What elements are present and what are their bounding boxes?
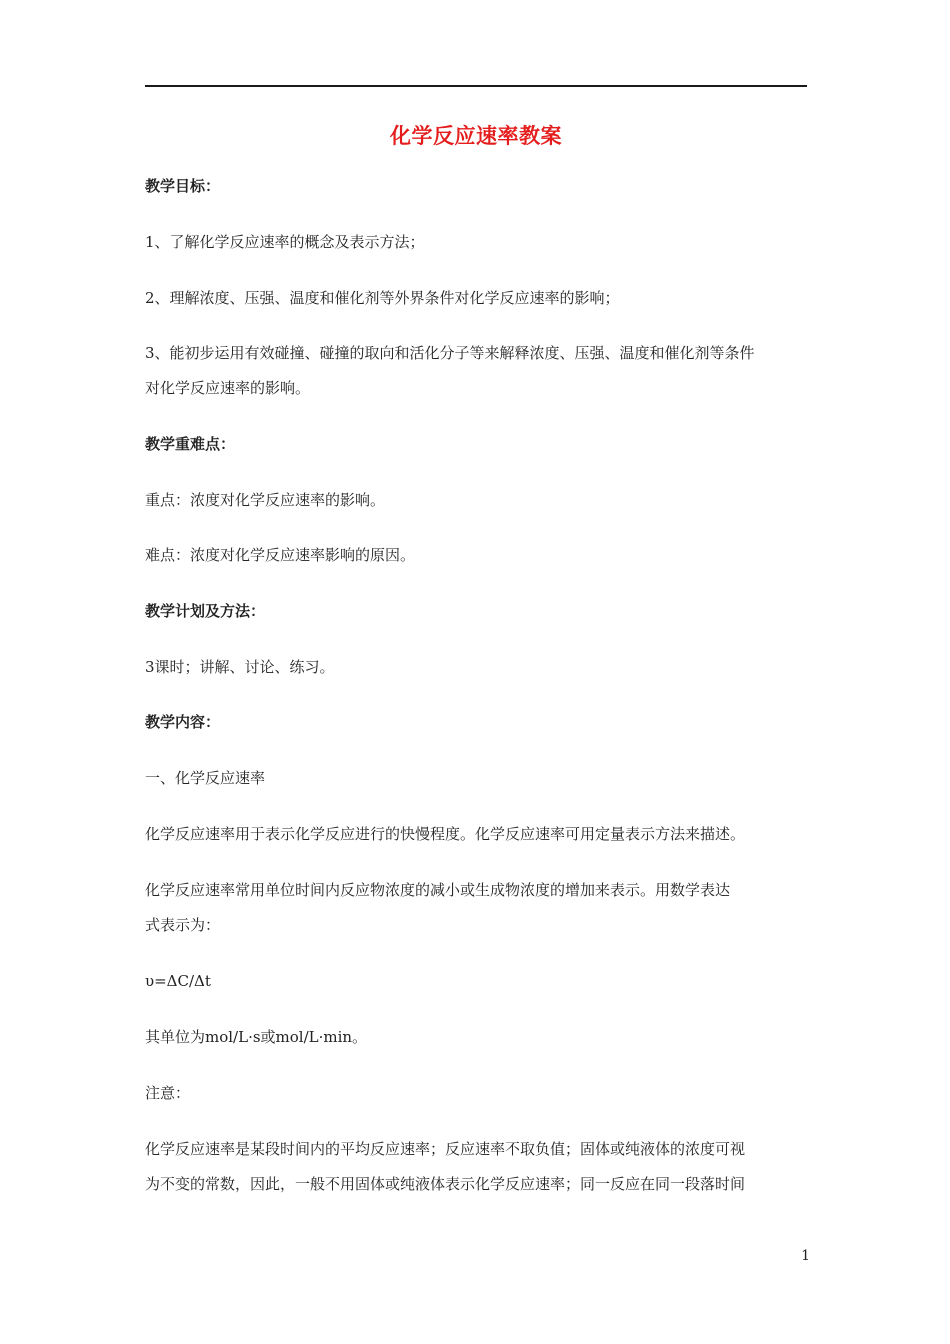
page-number: 1 — [801, 1248, 810, 1264]
note-line2: 为不变的常数，因此，一般不用固体或纯液体表示化学反应速率；同一反应在同一段落时间 — [145, 1175, 746, 1193]
plan-heading: 教学计划及方法： — [145, 602, 266, 620]
objective-3-line1: 3、能初步运用有效碰撞、碰撞的取向和活化分子等来解释浓度、压强、温度和催化剂等条件 — [145, 344, 755, 362]
rate-formula: υ=ΔC/Δt — [145, 972, 211, 990]
keypoints-heading: 教学重难点： — [145, 435, 236, 453]
unit-text: 其单位为mol/L·s或mol/L·min。 — [145, 1028, 368, 1046]
keypoint-text: 重点：浓度对化学反应速率的影响。 — [145, 491, 386, 509]
objectives-heading: 教学目标： — [145, 177, 221, 195]
objective-3-line2: 对化学反应速率的影响。 — [145, 379, 311, 397]
paragraph-1: 化学反应速率用于表示化学反应进行的快慢程度。化学反应速率可用定量表示方法来描述。 — [145, 825, 746, 843]
paragraph-2-line2: 式表示为： — [145, 916, 221, 934]
paragraph-2-line1: 化学反应速率常用单位时间内反应物浓度的减小或生成物浓度的增加来表示。用数学表达 — [145, 881, 731, 899]
note-line1: 化学反应速率是某段时间内的平均反应速率；反应速率不取负值；固体或纯液体的浓度可视 — [145, 1140, 746, 1158]
plan-text: 3课时；讲解、讨论、练习。 — [145, 658, 335, 676]
document-title: 化学反应速率教案 — [390, 124, 562, 148]
note-heading: 注意： — [145, 1084, 191, 1102]
objective-2: 2、理解浓度、压强、温度和催化剂等外界条件对化学反应速率的影响； — [145, 289, 620, 307]
header-rule — [145, 85, 807, 87]
difficulty-text: 难点：浓度对化学反应速率影响的原因。 — [145, 546, 416, 564]
content-section-1: 一、化学反应速率 — [145, 769, 266, 787]
content-heading: 教学内容： — [145, 713, 221, 731]
objective-1: 1、了解化学反应速率的概念及表示方法； — [145, 233, 425, 251]
